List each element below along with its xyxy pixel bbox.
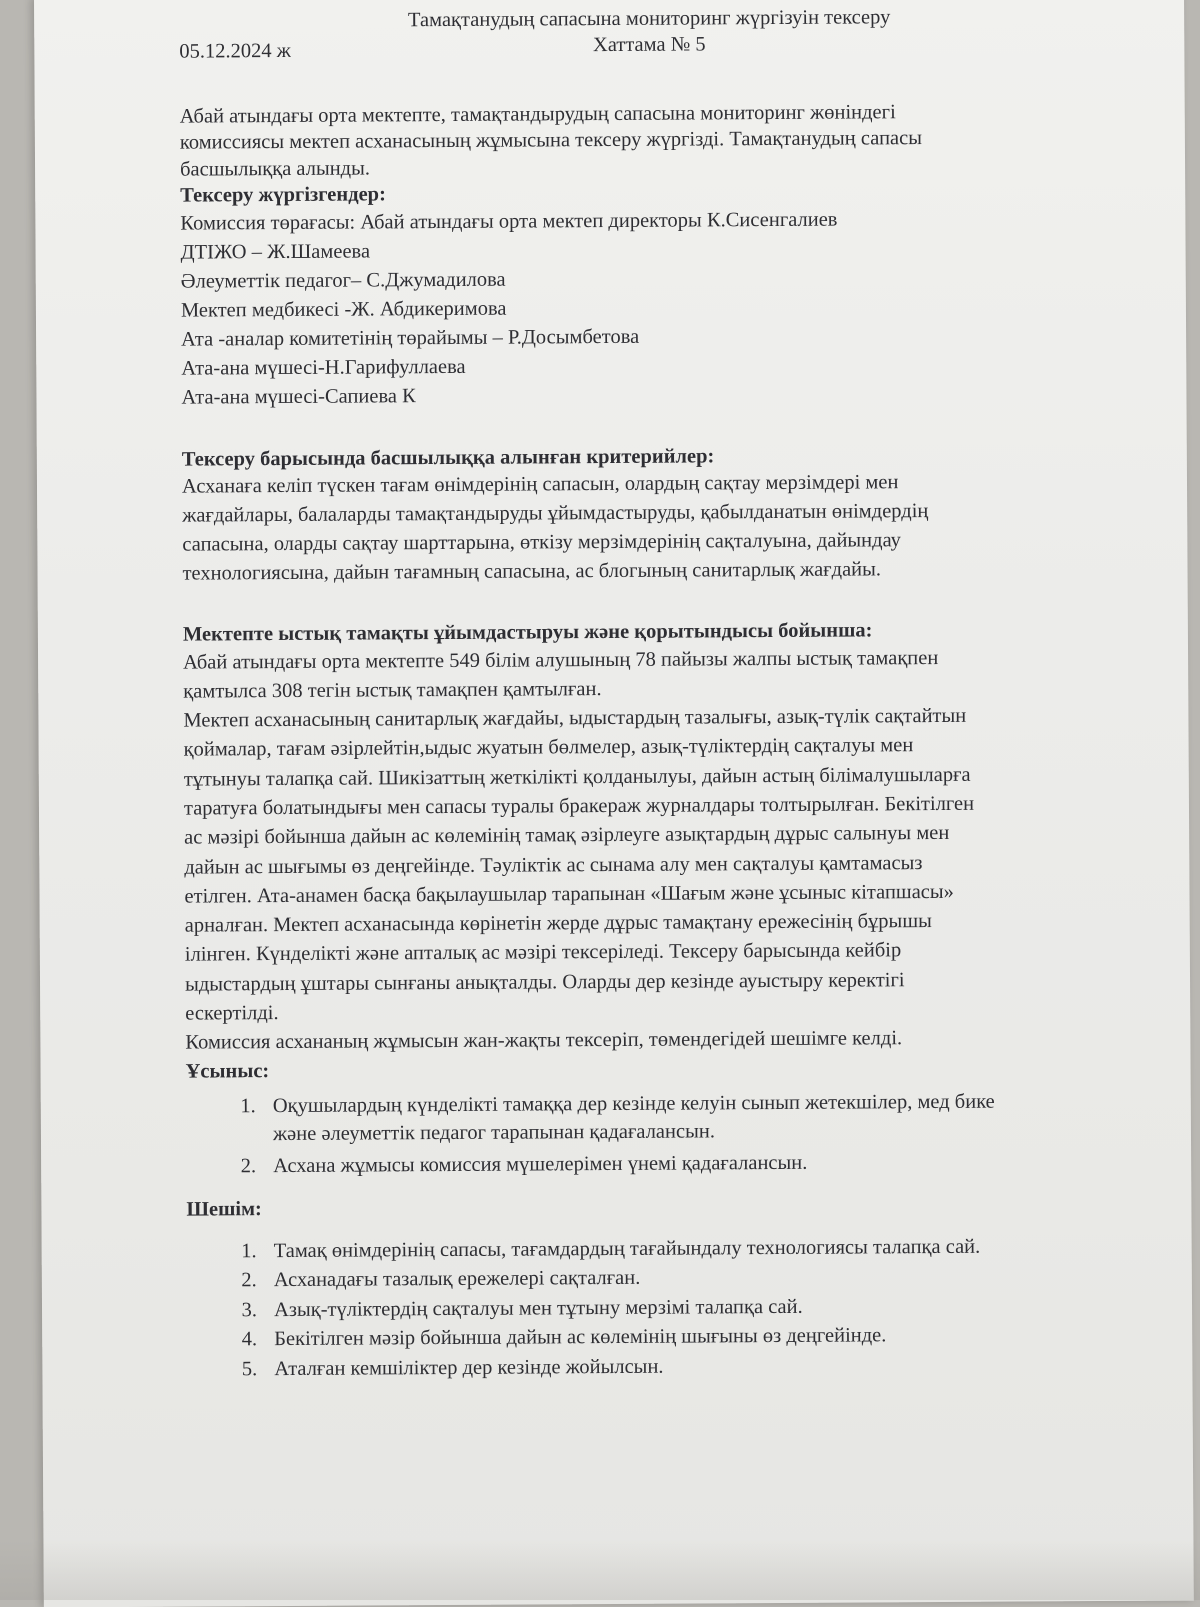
inspector-item: Ата-ана мүшесі-Сапиева К [181,384,416,409]
text-line: ас мәзірі бойынша дайын ас көлемінің тамақ әзірлеуге азықтардың дұрыс салынуы мен [184,822,950,849]
bottom-shadow [0,1540,1200,1600]
text-line: басшылыққа алынды. [179,156,371,181]
hot-meal-heading: Мектепте ыстық тамақты ұйымдастыруы және қорытындысы бойынша: [182,619,873,646]
decision-item: 2. Асханадағы тазалық ережелері сақталған. [262,1261,1087,1296]
inspector-item: Әлеуметтік педагог– С.Джумадилова [180,268,506,293]
inspector-item: Ата -аналар комитетінің төрайымы – Р.Досымбетова [181,325,640,351]
document-date: 05.12.2024 ж [179,39,291,63]
proposal-list [186,1088,1042,1181]
protocol-number: Хаттама № 5 [592,33,706,57]
inspector-item: Ата-ана мүшесі-Н.Гарифуллаева [181,355,466,380]
decision-heading: Шешім: [186,1198,262,1221]
text-line: ілінген. Күнделікті және апталық ас мәзірі тексеріледі. Тексеру барысында кейбір [184,939,902,967]
decision-item: 5. Аталған кемшіліктер дер кезінде жойылсын. [262,1350,1087,1385]
text-line: жағдайлары, балаларды тамақтандыруды ұйымдастыруды, қабылданатын өнімдердің [182,500,929,527]
text-line: технологиясына, дайын тағамның сапасына, ас блогының санитарлық жағдайы. [182,558,882,585]
text-line: Абай атындағы орта мектепте 549 білім алушының 78 пайызы жалпы ыстық тамақпен [183,646,939,674]
document-title: Тамақтанудың сапасына мониторинг жүргізуін тексеру [407,6,891,32]
text-line: Комиссия асхананың жұмысын жан-жақты тексеріп, төмендегідей шешімге келді. [185,1027,903,1054]
document-page [34,0,1194,1607]
text-line: етілген. Ата-анамен басқа бақылаушылар тарапынан «Шағым және ұсыныс кітапшасы» [184,880,954,908]
text-line: қамтылса 308 тегін ыстық тамақпен қамтылған. [183,677,602,703]
proposal-heading: Ұсыныс: [185,1059,270,1083]
text-line: таратуға болатындығы мен сапасы туралы бракераж журналдары толтырылған. Бекітілген [183,792,975,820]
criteria-paragraph [182,467,1083,588]
text-line: Абай атындағы орта мектепте, тамақтандырудың сапасына мониторинг жөніндегі [179,100,896,128]
inspector-item: ДТІЖО – Ж.Шамеева [180,239,371,264]
proposal-item: 1. Оқушылардың күнделікті тамаққа дер кезінде келуін сынып жетекшілер, мед бике және әлеуметтік педагог тарапынан қадағалансын. [261,1088,1041,1149]
text-line: Асханаға келіп түскен тағам өнімдерінің сапасын, олардың сақтау мерзімдері мен [181,471,899,498]
inspector-item: Мектеп медбикесі -Ж. Абдикеримова [180,297,507,322]
text-line: Мектеп асханасының санитарлық жағдайы, ыдыстардың тазалығы, азық-түлік сақтайтын [183,704,967,732]
inspectors-heading: Тексеру жүргізгендер: [180,183,386,207]
text-line: комиссиясы мектеп асханасының жұмысына тексеру жүргізді. Тамақтанудың сапасы [179,127,923,154]
decision-item: 4. Бекітілген мәзір бойынша дайын ас көлемінің шығыны өз деңгейінде. [262,1320,1087,1355]
text-line: дайын ас шығымы өз деңгейінде. Тәуліктік ас сынама алу мен сақталуы қамтамасыз [184,851,923,879]
criteria-heading: Тексеру барысында басшылыққа алынған критерийлер: [181,444,715,471]
intro-paragraph [180,98,1080,183]
document-content [179,3,1087,1385]
hot-meal-paragraph [183,643,1085,1059]
text-line: тұтынуы талапқа сай. Шикізаттың жеткілікті қолданылуы, дайын астың білімалушыларға [183,763,971,791]
decision-item: 1. Тамақ өнімдерінің сапасы, тағамдардың тағайындалу технологиясы талапқа сай. [262,1232,1087,1267]
text-line: қоймалар, тағам әзірлейтін,ыдыс жуатын бөлмелер, азық-түліктердің сақталуы мен [183,734,914,762]
decision-list [187,1232,1088,1385]
text-line: арналған. Мектеп асханасында көрінетін жерде дұрыс тамақтану ережесінің бұрышы [184,910,932,937]
inspector-item: Комиссия төрағасы: Абай атындағы орта мектеп директоры К.Сисенгалиев [180,208,838,235]
proposal-item: 2. Асхана жұмысы комиссия мүшелерімен үнемі қадағалансын. [261,1148,1041,1181]
text-line: ескертілді. [185,1002,279,1025]
inspectors-list [180,204,1081,412]
text-line: ыдыстардың ұштары сынғаны анықталды. Оларды дер кезінде ауыстыру керектігі [184,968,905,996]
text-line: сапасына, оларды сақтау шарттарына, өткізу мерзімдерінің сақталуына, дайындау [182,529,901,556]
decision-item: 3. Азық-түліктердің сақталуы мен тұтыну мерзімі талапқа сай. [262,1291,1087,1326]
